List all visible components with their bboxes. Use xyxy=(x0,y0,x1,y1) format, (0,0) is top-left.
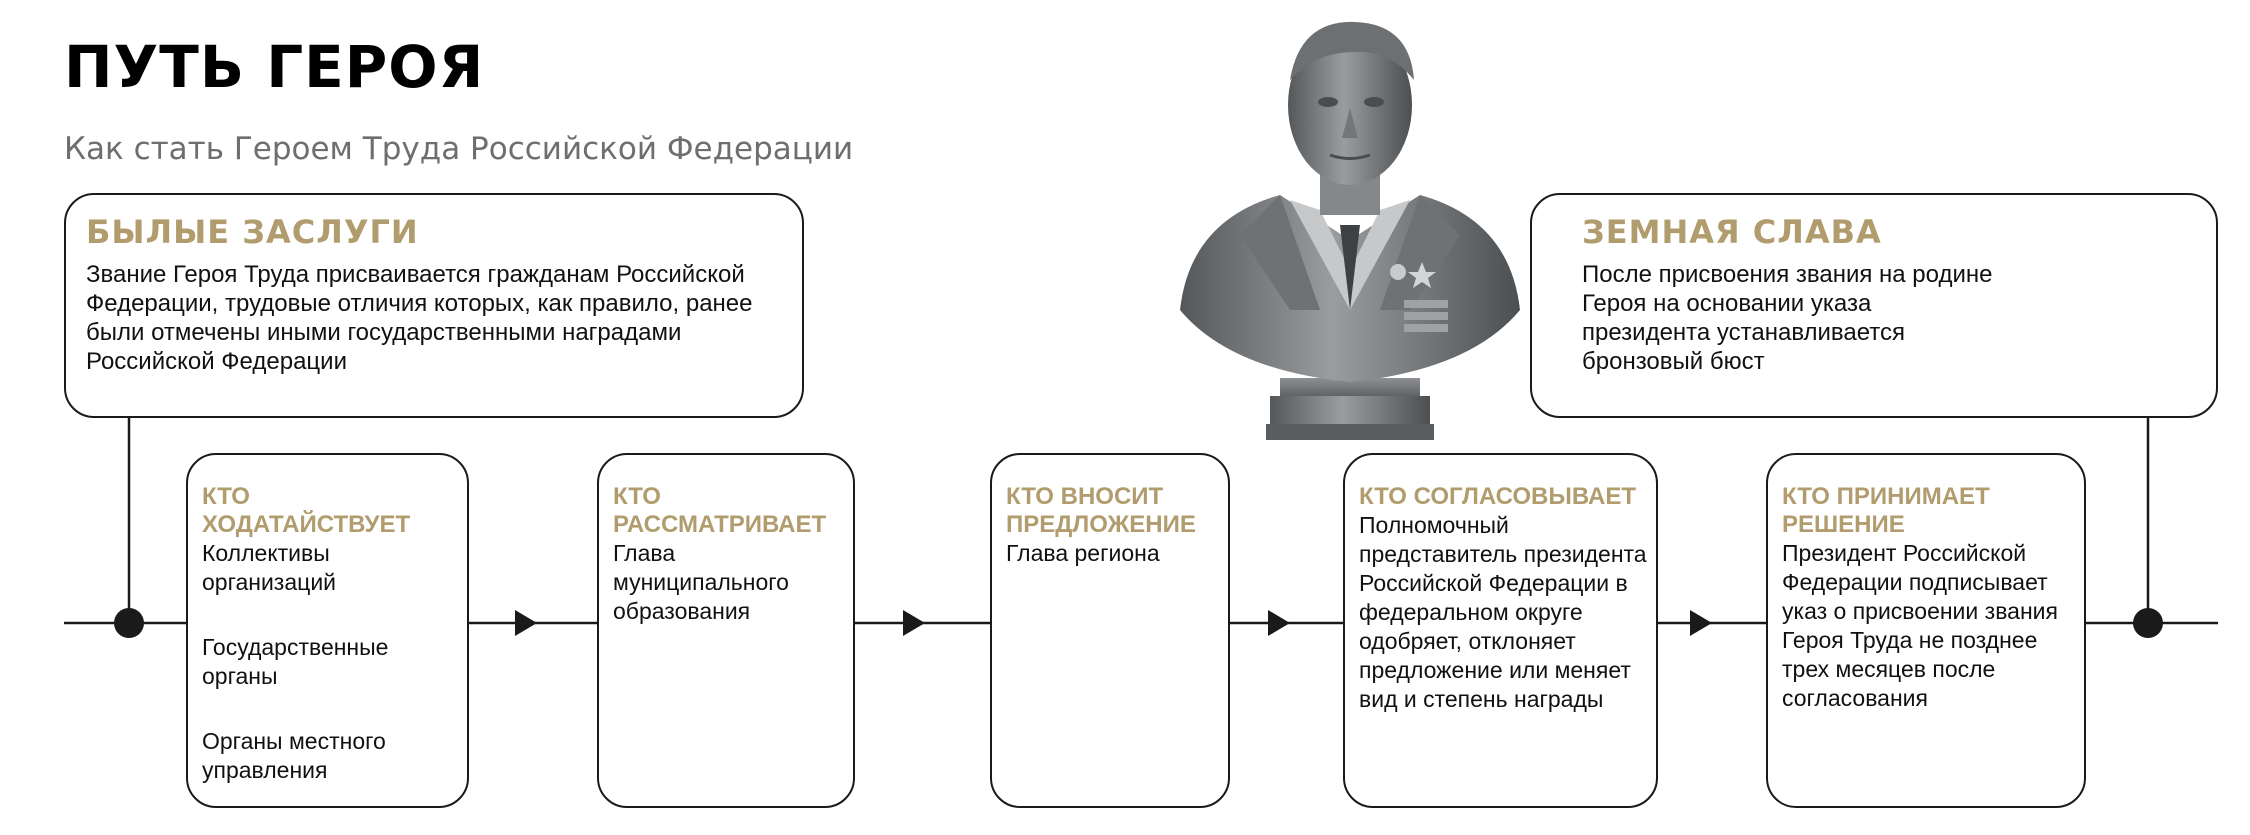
step-4-heading: КТО СОГЛАСОВЫВАЕТ xyxy=(1359,483,1636,510)
step-5-item-1: Президент Российской Федерации подписывает указ о присвоении звания Героя Труда не позднее трех месяцев после согласования xyxy=(1782,540,2058,711)
step-box-3 xyxy=(990,453,1230,808)
step-2-item-1: Глава муниципального образования xyxy=(613,540,789,624)
merits-heading: БЫЛЫЕ ЗАСЛУГИ xyxy=(86,213,419,251)
step-1-item-1: Коллективы организаций xyxy=(202,540,337,595)
merits-box xyxy=(64,193,804,418)
glory-box xyxy=(1530,193,2218,418)
step-3-item-1: Глава региона xyxy=(1006,540,1160,566)
timeline-end-dot xyxy=(2133,608,2163,638)
step-1-heading: КТО ХОДАТАЙСТВУЕТ xyxy=(202,483,411,538)
arrow-1-icon xyxy=(515,610,537,636)
glory-heading: ЗЕМНАЯ СЛАВА xyxy=(1582,213,1882,251)
arrow-2-icon xyxy=(903,610,925,636)
page-title: ПУТЬ ГЕРОЯ xyxy=(64,33,485,101)
step-3-heading: КТО ВНОСИТ ПРЕДЛОЖЕНИЕ xyxy=(1006,483,1196,538)
step-1-item-2: Государственные органы xyxy=(202,634,389,689)
bronze-bust-image xyxy=(1170,10,1530,450)
step-4-item-1: Полномочный представитель президента Российской Федерации в федеральном округе одобряет, отклоняет предложение или меняет вид и степень награды xyxy=(1359,512,1647,712)
timeline-start-dot xyxy=(114,608,144,638)
arrow-4-icon xyxy=(1690,610,1712,636)
step-box-1 xyxy=(186,453,469,808)
step-1-item-3: Органы местного управления xyxy=(202,728,386,783)
glory-text: После присвоения звания на родине Героя на основании указа президента устанавливается бронзовый бюст xyxy=(1582,261,1993,376)
step-box-4 xyxy=(1343,453,1658,808)
arrow-3-icon xyxy=(1268,610,1290,636)
page-subtitle: Как стать Героем Труда Российской Федерации xyxy=(64,131,854,167)
step-box-2 xyxy=(597,453,855,808)
step-5-heading: КТО ПРИНИМАЕТ РЕШЕНИЕ xyxy=(1782,483,1990,538)
merits-text: Звание Героя Труда присваивается гражданам Российской Федерации, трудовые отличия которых, как правило, ранее были отмечены иными государственными наградами Российской Федерации xyxy=(86,261,753,376)
step-box-5 xyxy=(1766,453,2086,808)
step-2-heading: КТО РАССМАТРИВАЕТ xyxy=(613,483,827,538)
